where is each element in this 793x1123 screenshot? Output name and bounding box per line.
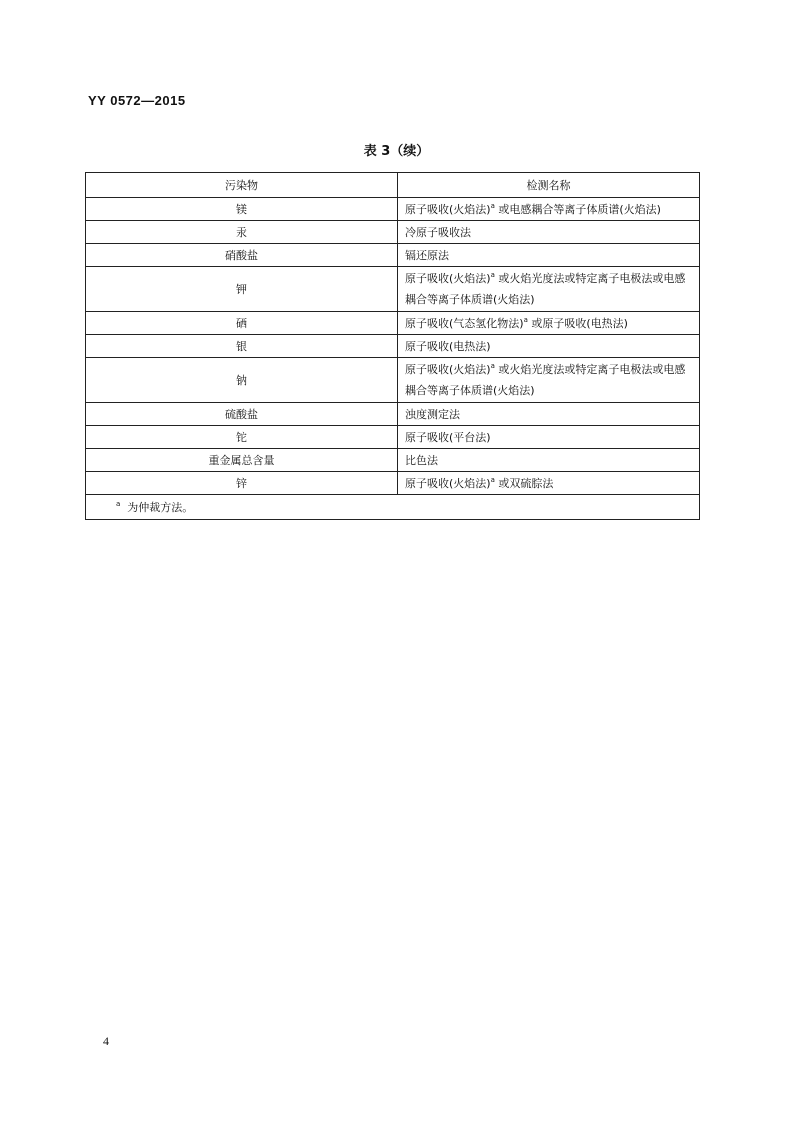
method-cell	[398, 267, 700, 312]
footnote-mark: a	[490, 201, 495, 210]
footnote-mark: a	[116, 499, 121, 508]
method-cell	[398, 198, 700, 221]
method-text: 原子吸收(气态氢化物法)	[405, 316, 524, 330]
method-cell	[398, 472, 700, 495]
table-row	[86, 449, 700, 472]
pollutant-cell: 锌	[86, 472, 398, 495]
footnote-text: 为仲裁方法。	[127, 500, 194, 514]
pollutant-cell: 钾	[86, 267, 398, 312]
table-row	[86, 472, 700, 495]
table-row	[86, 198, 700, 221]
method-cell	[398, 358, 700, 403]
method-cell: 原子吸收(平台法)	[398, 426, 700, 449]
method-text-continued: 或原子吸收(电热法)	[531, 316, 628, 330]
pollutant-cell: 镁	[86, 198, 398, 221]
column-header-test-method: 检测名称	[398, 173, 700, 198]
standard-code: YY 0572—2015	[88, 93, 186, 108]
method-text-continued: 或火焰光度法或特定离子电极法或电感耦合等离子体质谱(火焰法)	[405, 272, 686, 306]
pollutant-cell: 银	[86, 335, 398, 358]
table-title: 表 3（续）	[363, 144, 430, 159]
table-row	[86, 403, 700, 426]
pollutant-cell: 钠	[86, 358, 398, 403]
table-row	[86, 244, 700, 267]
pollutant-cell: 汞	[86, 221, 398, 244]
footnote-mark: a	[490, 475, 495, 484]
method-cell: 原子吸收(电热法)	[398, 335, 700, 358]
pollutant-cell: 铊	[86, 426, 398, 449]
method-cell	[398, 312, 700, 335]
method-text: 原子吸收(火焰法)	[405, 202, 491, 216]
pollutant-test-method-table	[85, 172, 700, 520]
table-row	[86, 335, 700, 358]
pollutant-cell: 硝酸盐	[86, 244, 398, 267]
pollutant-cell: 硒	[86, 312, 398, 335]
column-header-pollutant: 污染物	[86, 173, 398, 198]
footnote-mark: a	[490, 362, 495, 370]
method-cell: 冷原子吸收法	[398, 221, 700, 244]
footnote-mark: a	[490, 271, 495, 279]
method-text: 原子吸收(火焰法)	[405, 272, 491, 285]
method-text-continued: 或火焰光度法或特定离子电极法或电感耦合等离子体质谱(火焰法)	[405, 363, 686, 397]
table-row	[86, 426, 700, 449]
table-header-row	[86, 173, 700, 198]
method-text-continued: 或电感耦合等离子体质谱(火焰法)	[498, 202, 661, 216]
table-row	[86, 267, 700, 312]
method-text: 原子吸收(火焰法)	[405, 476, 491, 490]
table-footnote-row	[86, 495, 700, 520]
table-row	[86, 358, 700, 403]
method-text-continued: 或双硫腙法	[498, 476, 554, 490]
method-cell: 镉还原法	[398, 244, 700, 267]
table-row	[86, 312, 700, 335]
method-text: 原子吸收(火焰法)	[405, 363, 491, 376]
method-cell: 浊度测定法	[398, 403, 700, 426]
pollutant-cell: 重金属总含量	[86, 449, 398, 472]
pollutant-cell: 硫酸盐	[86, 403, 398, 426]
table-row	[86, 221, 700, 244]
table-footnote	[86, 495, 700, 520]
footnote-mark: a	[523, 315, 528, 324]
method-cell: 比色法	[398, 449, 700, 472]
page-number: 4	[103, 1034, 109, 1048]
